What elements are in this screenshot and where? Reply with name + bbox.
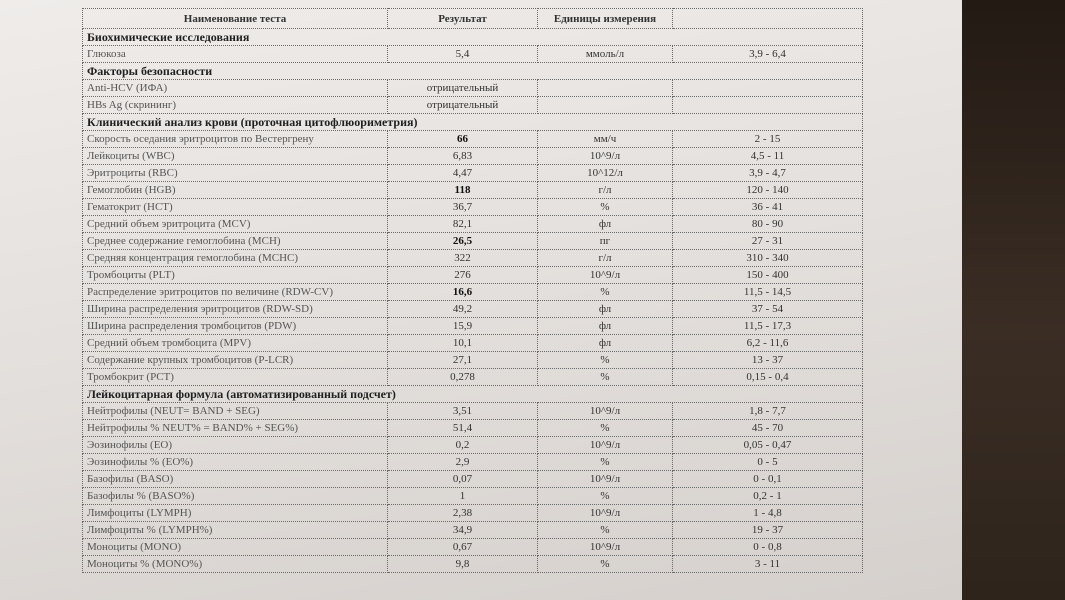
header-result: Результат xyxy=(388,9,538,29)
reference-range-cell: 1 - 4,8 xyxy=(673,505,863,522)
reference-range-cell: 11,5 - 17,3 xyxy=(673,318,863,335)
reference-range-cell: 11,5 - 14,5 xyxy=(673,284,863,301)
test-name-cell: Нейтрофилы (NEUT= BAND + SEG) xyxy=(83,403,388,420)
table-row xyxy=(83,369,863,386)
reference-range-cell: 0 - 5 xyxy=(673,454,863,471)
result-cell: 0,2 xyxy=(388,437,538,454)
table-row xyxy=(83,522,863,539)
table-header xyxy=(83,9,863,29)
units-cell: фл xyxy=(538,216,673,233)
result-cell: 0,67 xyxy=(388,539,538,556)
test-name-cell: Содержание крупных тромбоцитов (P-LCR) xyxy=(83,352,388,369)
reference-range-cell xyxy=(673,97,863,114)
table-row xyxy=(83,471,863,488)
units-cell: % xyxy=(538,454,673,471)
reference-range-cell: 2 - 15 xyxy=(673,131,863,148)
table-row xyxy=(83,437,863,454)
units-cell: % xyxy=(538,352,673,369)
units-cell: % xyxy=(538,369,673,386)
reference-range-cell: 4,5 - 11 xyxy=(673,148,863,165)
reference-range-cell: 36 - 41 xyxy=(673,199,863,216)
units-cell: ммоль/л xyxy=(538,46,673,63)
reference-range-cell: 6,2 - 11,6 xyxy=(673,335,863,352)
table-row xyxy=(83,488,863,505)
reference-range-cell: 0,05 - 0,47 xyxy=(673,437,863,454)
table-row xyxy=(83,46,863,63)
units-cell: г/л xyxy=(538,250,673,267)
test-name-cell: Ширина распределения тромбоцитов (PDW) xyxy=(83,318,388,335)
result-cell: 4,47 xyxy=(388,165,538,182)
result-cell: 1 xyxy=(388,488,538,505)
reference-range-cell: 0,2 - 1 xyxy=(673,488,863,505)
result-cell: отрицательный xyxy=(388,80,538,97)
table-row xyxy=(83,216,863,233)
table-row xyxy=(83,505,863,522)
table-row xyxy=(83,182,863,199)
reference-range-cell: 310 - 340 xyxy=(673,250,863,267)
reference-range-cell: 3,9 - 6,4 xyxy=(673,46,863,63)
table-row xyxy=(83,284,863,301)
result-cell: 34,9 xyxy=(388,522,538,539)
test-name-cell: Средняя концентрация гемоглобина (MCHC) xyxy=(83,250,388,267)
units-cell: г/л xyxy=(538,182,673,199)
test-name-cell: Среднее содержание гемоглобина (MCH) xyxy=(83,233,388,250)
result-cell: 9,8 xyxy=(388,556,538,573)
section-title: Факторы безопасности xyxy=(83,63,863,80)
test-name-cell: Гемоглобин (HGB) xyxy=(83,182,388,199)
header-test-name: Наименование теста xyxy=(83,9,388,29)
section-header-row xyxy=(83,63,863,80)
test-name-cell: Anti-HCV (ИФА) xyxy=(83,80,388,97)
result-cell: 322 xyxy=(388,250,538,267)
test-name-cell: Эозинофилы % (EO%) xyxy=(83,454,388,471)
units-cell: 10^9/л xyxy=(538,148,673,165)
units-cell: % xyxy=(538,488,673,505)
table-row xyxy=(83,335,863,352)
section-header-row xyxy=(83,29,863,46)
result-cell: 66 xyxy=(388,131,538,148)
reference-range-cell: 0 - 0,1 xyxy=(673,471,863,488)
table-row xyxy=(83,420,863,437)
result-cell: 82,1 xyxy=(388,216,538,233)
units-cell: % xyxy=(538,284,673,301)
header-units: Единицы измерения xyxy=(538,9,673,29)
result-cell: отрицательный xyxy=(388,97,538,114)
result-cell: 0,07 xyxy=(388,471,538,488)
reference-range-cell xyxy=(673,80,863,97)
table-row xyxy=(83,233,863,250)
section-title: Клинический анализ крови (проточная цитофлюориметрия) xyxy=(83,114,863,131)
units-cell: 10^12/л xyxy=(538,165,673,182)
result-cell: 2,9 xyxy=(388,454,538,471)
units-cell: мм/ч xyxy=(538,131,673,148)
table-row xyxy=(83,267,863,284)
test-name-cell: Ширина распределения эритроцитов (RDW-SD) xyxy=(83,301,388,318)
table-row xyxy=(83,454,863,471)
table-row xyxy=(83,301,863,318)
test-name-cell: Средний объем эритроцита (MCV) xyxy=(83,216,388,233)
units-cell: 10^9/л xyxy=(538,437,673,454)
units-cell: 10^9/л xyxy=(538,267,673,284)
result-cell: 3,51 xyxy=(388,403,538,420)
table-row xyxy=(83,250,863,267)
test-name-cell: Глюкоза xyxy=(83,46,388,63)
result-cell: 15,9 xyxy=(388,318,538,335)
reference-range-cell: 120 - 140 xyxy=(673,182,863,199)
table-row xyxy=(83,131,863,148)
units-cell: фл xyxy=(538,301,673,318)
result-cell: 5,4 xyxy=(388,46,538,63)
test-name-cell: Распределение эритроцитов по величине (RDW-CV) xyxy=(83,284,388,301)
reference-range-cell: 1,8 - 7,7 xyxy=(673,403,863,420)
table-body xyxy=(83,29,863,573)
result-cell: 118 xyxy=(388,182,538,199)
table-row xyxy=(83,352,863,369)
table-row xyxy=(83,80,863,97)
units-cell: пг xyxy=(538,233,673,250)
units-cell: 10^9/л xyxy=(538,471,673,488)
section-title: Биохимические исследования xyxy=(83,29,863,46)
units-cell xyxy=(538,80,673,97)
table-row xyxy=(83,148,863,165)
reference-range-cell: 37 - 54 xyxy=(673,301,863,318)
units-cell: фл xyxy=(538,335,673,352)
test-name-cell: Лейкоциты (WBC) xyxy=(83,148,388,165)
test-name-cell: Лимфоциты % (LYMPH%) xyxy=(83,522,388,539)
test-name-cell: Моноциты (MONO) xyxy=(83,539,388,556)
reference-range-cell: 27 - 31 xyxy=(673,233,863,250)
test-name-cell: Эозинофилы (EO) xyxy=(83,437,388,454)
units-cell: 10^9/л xyxy=(538,539,673,556)
result-cell: 51,4 xyxy=(388,420,538,437)
header-row xyxy=(83,9,863,29)
test-name-cell: Лимфоциты (LYMPH) xyxy=(83,505,388,522)
result-cell: 0,278 xyxy=(388,369,538,386)
result-cell: 36,7 xyxy=(388,199,538,216)
reference-range-cell: 0 - 0,8 xyxy=(673,539,863,556)
section-header-row xyxy=(83,114,863,131)
units-cell: 10^9/л xyxy=(538,403,673,420)
reference-range-cell: 80 - 90 xyxy=(673,216,863,233)
test-name-cell: HBs Ag (скрининг) xyxy=(83,97,388,114)
result-cell: 2,38 xyxy=(388,505,538,522)
reference-range-cell: 3 - 11 xyxy=(673,556,863,573)
units-cell: фл xyxy=(538,318,673,335)
table-row xyxy=(83,97,863,114)
result-cell: 27,1 xyxy=(388,352,538,369)
reference-range-cell: 3,9 - 4,7 xyxy=(673,165,863,182)
units-cell: % xyxy=(538,199,673,216)
units-cell: % xyxy=(538,556,673,573)
test-name-cell: Моноциты % (MONO%) xyxy=(83,556,388,573)
test-name-cell: Тромбоциты (PLT) xyxy=(83,267,388,284)
reference-range-cell: 19 - 37 xyxy=(673,522,863,539)
header-reference xyxy=(673,9,863,29)
units-cell: % xyxy=(538,522,673,539)
test-name-cell: Тромбокрит (PCT) xyxy=(83,369,388,386)
table-row xyxy=(83,403,863,420)
reference-range-cell: 13 - 37 xyxy=(673,352,863,369)
result-cell: 276 xyxy=(388,267,538,284)
result-cell: 10,1 xyxy=(388,335,538,352)
table-row xyxy=(83,199,863,216)
test-name-cell: Гематокрит (HCT) xyxy=(83,199,388,216)
reference-range-cell: 45 - 70 xyxy=(673,420,863,437)
lab-results-table xyxy=(82,8,863,573)
test-name-cell: Средний объем тромбоцита (MPV) xyxy=(83,335,388,352)
units-cell: % xyxy=(538,420,673,437)
result-cell: 6,83 xyxy=(388,148,538,165)
table-row xyxy=(83,556,863,573)
table-row xyxy=(83,539,863,556)
test-name-cell: Базофилы % (BASO%) xyxy=(83,488,388,505)
test-name-cell: Эритроциты (RBC) xyxy=(83,165,388,182)
section-header-row xyxy=(83,386,863,403)
test-name-cell: Скорость оседания эритроцитов по Вестергрену xyxy=(83,131,388,148)
reference-range-cell: 0,15 - 0,4 xyxy=(673,369,863,386)
units-cell xyxy=(538,97,673,114)
table-row xyxy=(83,165,863,182)
test-name-cell: Нейтрофилы % NEUT% = BAND% + SEG%) xyxy=(83,420,388,437)
section-title: Лейкоцитарная формула (автоматизированный подсчет) xyxy=(83,386,863,403)
result-cell: 16,6 xyxy=(388,284,538,301)
table-row xyxy=(83,318,863,335)
result-cell: 49,2 xyxy=(388,301,538,318)
units-cell: 10^9/л xyxy=(538,505,673,522)
reference-range-cell: 150 - 400 xyxy=(673,267,863,284)
result-cell: 26,5 xyxy=(388,233,538,250)
test-name-cell: Базофилы (BASO) xyxy=(83,471,388,488)
